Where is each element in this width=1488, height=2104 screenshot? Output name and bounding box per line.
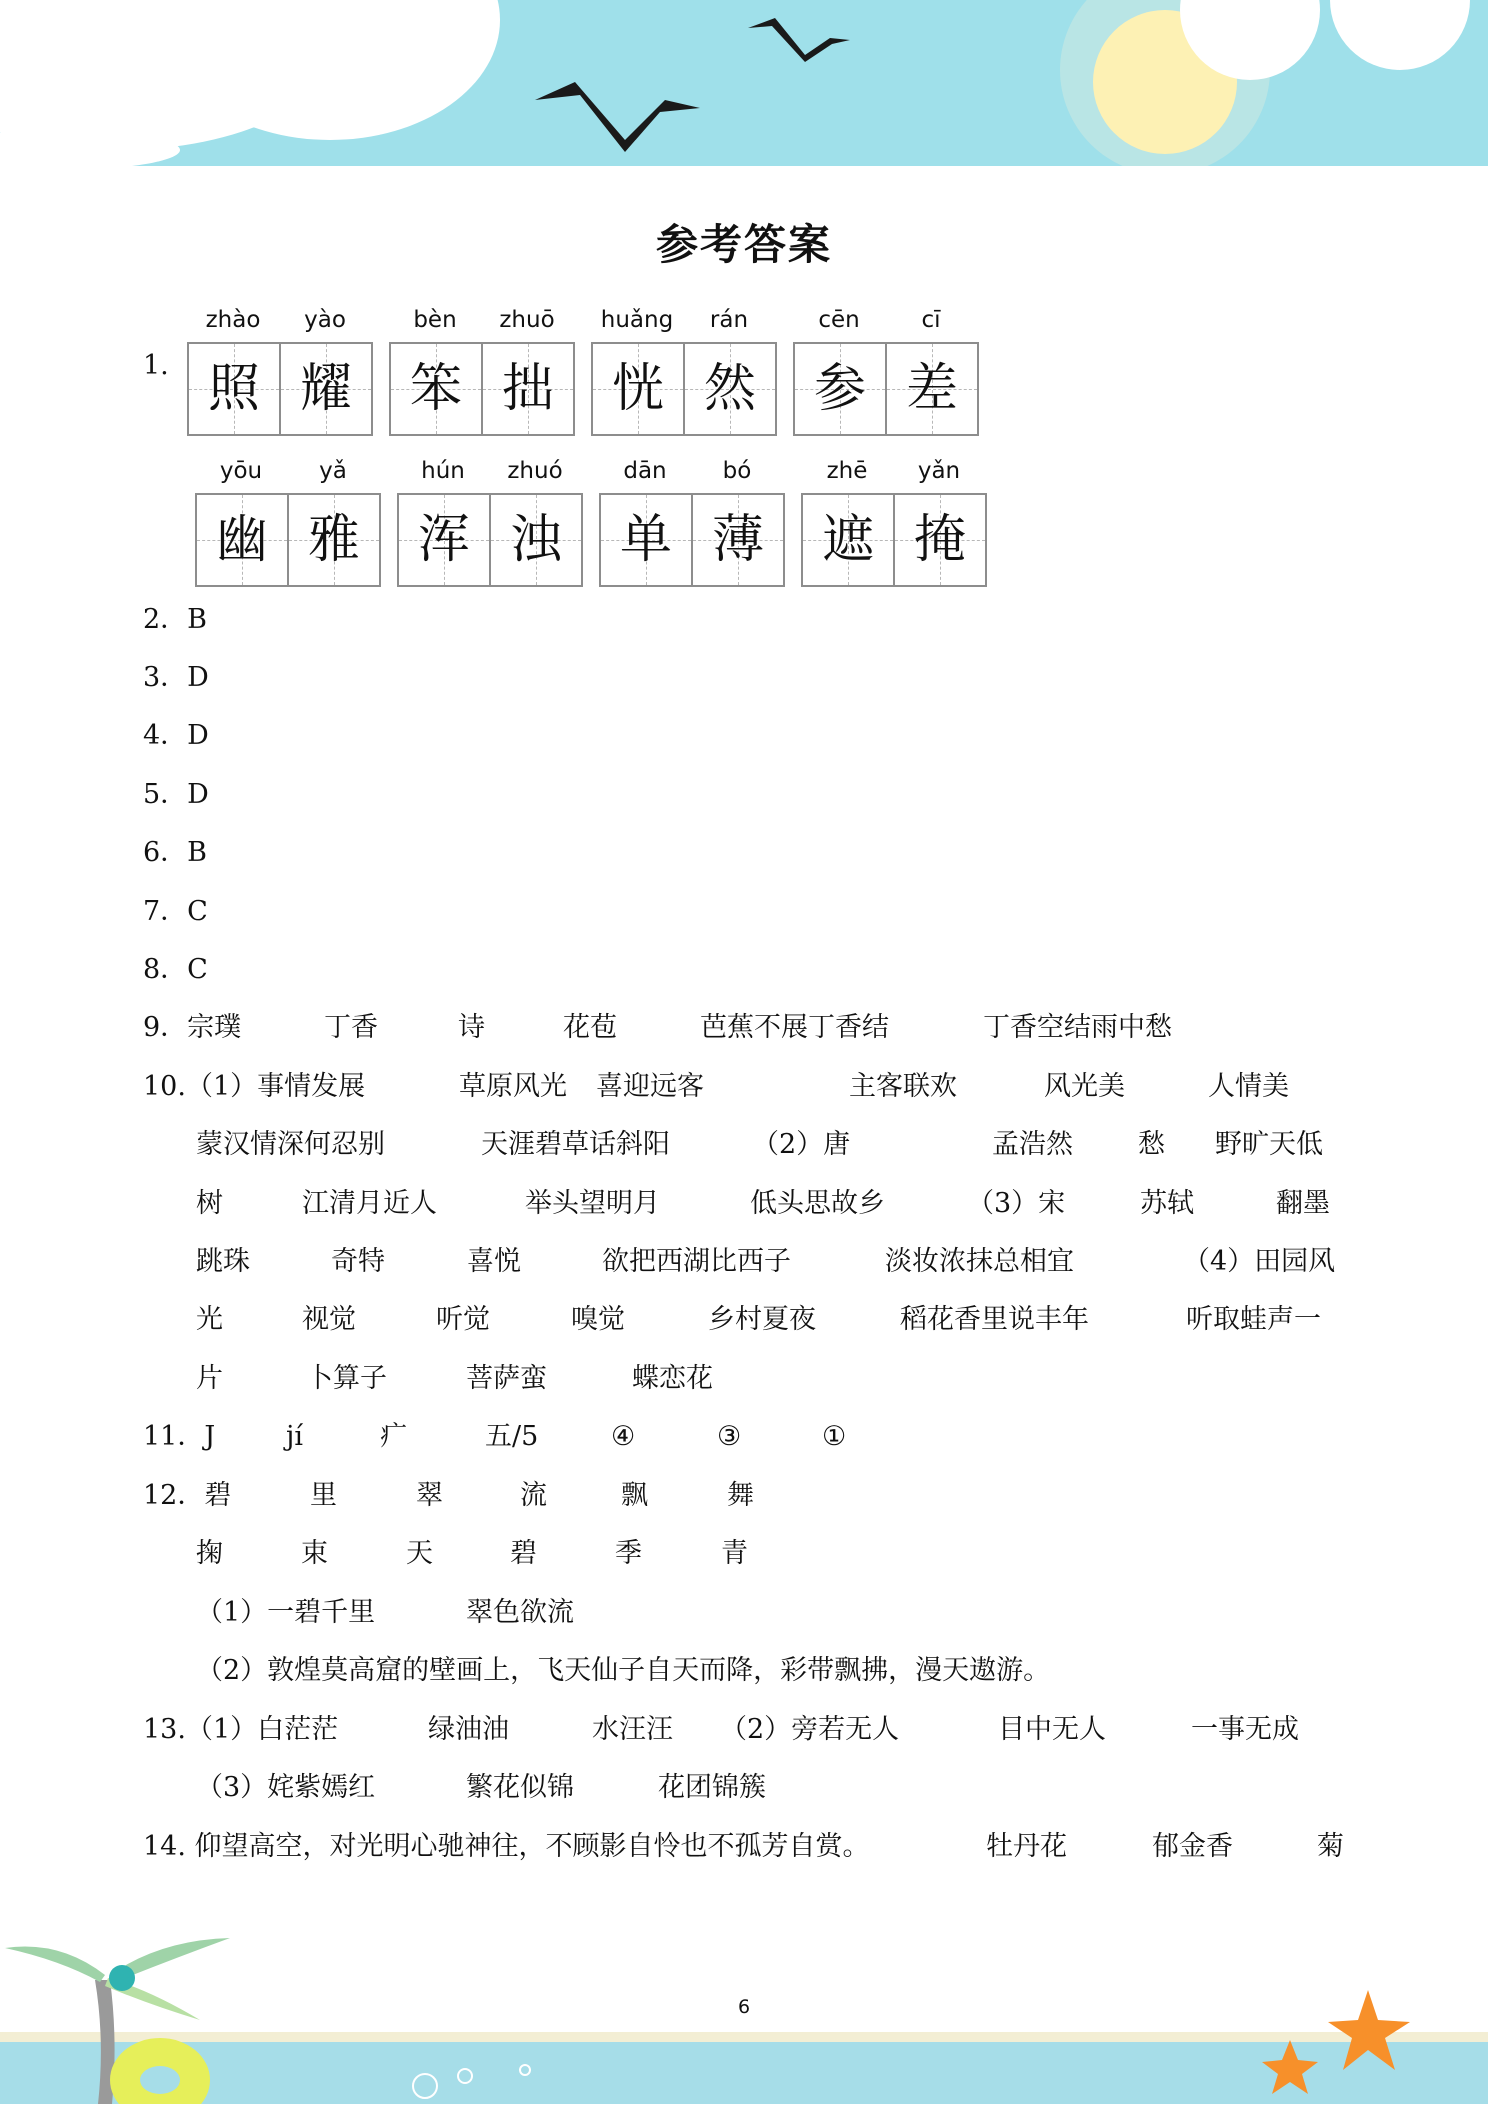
answer-text: 繁花似锦 <box>466 1772 574 1803</box>
answer-item <box>615 1534 642 1574</box>
answer-text: 流 <box>520 1480 547 1511</box>
answer-item <box>1208 1067 1289 1107</box>
character-cell <box>189 344 279 434</box>
word-block <box>801 449 987 587</box>
answer-text: 蝶恋花 <box>632 1363 713 1394</box>
character-text: 参 <box>813 359 866 419</box>
answer-item <box>1183 1242 1335 1282</box>
answer-text: 天 <box>406 1538 433 1569</box>
answer-text: 2．B <box>143 604 208 635</box>
word-block <box>187 298 373 436</box>
answer-item <box>302 1184 437 1224</box>
answer-text: 喜迎远客 <box>596 1071 704 1102</box>
pinyin-grid-row-2 <box>195 449 1003 587</box>
answer-text: 郁金香 <box>1152 1831 1233 1862</box>
answer-text: （4）田园风 <box>1183 1246 1336 1277</box>
tianzige-box <box>599 493 785 587</box>
answer-line <box>143 833 207 873</box>
pinyin-text: rán <box>709 307 749 333</box>
answer-text: 6．B <box>143 837 208 868</box>
character-cell <box>489 495 581 585</box>
answer-line <box>143 892 208 932</box>
answer-item <box>1138 1125 1165 1165</box>
pinyin-text: yào <box>304 307 346 333</box>
character-cell <box>683 344 775 434</box>
answer-text: 片 <box>196 1363 223 1394</box>
character-cell <box>399 495 489 585</box>
answer-text: 丁香空结雨中愁 <box>983 1012 1172 1043</box>
answer-text: 5．D <box>143 779 209 810</box>
answer-text: 野旷天低 <box>1215 1129 1323 1160</box>
character-cell <box>279 344 371 434</box>
answer-text: 江清月近人 <box>302 1188 437 1219</box>
answer-line <box>143 775 209 815</box>
character-text: 浑 <box>417 510 470 570</box>
answer-text: 孟浩然 <box>992 1129 1073 1160</box>
answer-item <box>416 1476 443 1516</box>
answer-item <box>1140 1184 1194 1224</box>
answer-item <box>750 1184 885 1224</box>
tianzige-box <box>801 493 987 587</box>
answer-text: 花团锦簇 <box>658 1772 766 1803</box>
answer-text: 花苞 <box>563 1012 617 1043</box>
answer-text: 一事无成 <box>1191 1714 1299 1745</box>
answer-line <box>143 1710 338 1750</box>
answer-item <box>998 1710 1106 1750</box>
answer-text: ④ <box>611 1421 636 1452</box>
pinyin-text: yǎn <box>917 458 961 484</box>
character-cell <box>481 344 573 434</box>
answer-item <box>727 1476 754 1516</box>
answer-item <box>571 1300 625 1340</box>
answer-text: （3）宋 <box>967 1188 1066 1219</box>
character-cell <box>601 495 691 585</box>
answer-text: 4．D <box>143 720 209 751</box>
character-text: 笨 <box>409 359 462 419</box>
answer-text: 人情美 <box>1208 1071 1289 1102</box>
tianzige-box <box>195 493 381 587</box>
character-text: 薄 <box>711 510 764 570</box>
answer-text: 嗅觉 <box>571 1304 625 1335</box>
pinyin-line <box>187 298 373 342</box>
pinyin-text: huǎng <box>600 307 674 333</box>
answer-text: 主客联欢 <box>849 1071 957 1102</box>
answer-text: 飘 <box>621 1480 648 1511</box>
character-text: 恍 <box>611 359 664 419</box>
answer-item <box>721 1534 748 1574</box>
answer-text: 青 <box>721 1538 748 1569</box>
tianzige-box <box>187 342 373 436</box>
answer-text: 菊 <box>1317 1831 1344 1862</box>
character-cell <box>893 495 985 585</box>
answer-line <box>196 1242 250 1282</box>
answer-item <box>380 1417 407 1457</box>
answer-text: 举头望明月 <box>525 1188 660 1219</box>
character-cell <box>885 344 977 434</box>
pinyin-text: bèn <box>413 307 457 333</box>
tianzige-box <box>397 493 583 587</box>
character-text: 照 <box>207 359 260 419</box>
answer-line <box>196 1534 223 1574</box>
question-1-number: 1. <box>143 350 169 381</box>
answer-item <box>1186 1300 1321 1340</box>
answer-text: 丁香 <box>324 1012 378 1043</box>
answer-text: 束 <box>301 1538 328 1569</box>
answer-item <box>752 1125 850 1165</box>
answer-text: 11．J <box>143 1421 216 1452</box>
answer-text: 卜算子 <box>306 1363 387 1394</box>
pinyin-text: yǎ <box>319 458 347 484</box>
answer-item <box>1044 1067 1125 1107</box>
answer-text: 绿油油 <box>428 1714 509 1745</box>
answer-line <box>143 1827 870 1867</box>
answer-item <box>406 1534 433 1574</box>
answer-item <box>611 1417 635 1457</box>
beach-footer <box>0 1920 1488 2104</box>
answer-item <box>467 1242 521 1282</box>
answer-item <box>466 1593 574 1633</box>
pinyin-text: dān <box>623 458 667 484</box>
answer-item <box>592 1710 673 1750</box>
answer-text: 风光美 <box>1044 1071 1125 1102</box>
page-title: 参考答案 <box>655 220 832 269</box>
tianzige-box <box>389 342 575 436</box>
answer-text: 奇特 <box>331 1246 385 1277</box>
answer-text: （2）敦煌莫高窟的壁画上，飞天仙子自天而降，彩带飘拂，漫天遨游。 <box>196 1655 1051 1686</box>
answer-text: 欲把西湖比西子 <box>602 1246 791 1277</box>
answer-text: 菩萨蛮 <box>466 1363 547 1394</box>
answer-text: 8．C <box>143 954 208 985</box>
answer-text: 稻花香里说丰年 <box>900 1304 1089 1335</box>
answer-item <box>481 1125 670 1165</box>
answer-line <box>196 1184 223 1224</box>
answer-line <box>196 1125 385 1165</box>
tianzige-box <box>591 342 777 436</box>
answer-text: 视觉 <box>302 1304 356 1335</box>
answer-item <box>621 1476 648 1516</box>
pinyin-text: bó <box>722 458 752 484</box>
answer-item <box>632 1359 713 1399</box>
word-block <box>389 298 575 436</box>
answer-text: jí <box>286 1421 304 1452</box>
answer-line <box>143 1008 241 1048</box>
word-block <box>397 449 583 587</box>
answer-item <box>700 1008 889 1048</box>
character-text: 然 <box>703 359 756 419</box>
answer-item <box>992 1125 1073 1165</box>
pinyin-text: zhuō <box>499 307 555 333</box>
answer-line <box>196 1300 223 1340</box>
answer-text: （1）一碧千里 <box>196 1597 376 1628</box>
character-cell <box>691 495 783 585</box>
answer-item <box>602 1242 791 1282</box>
answer-text: 蒙汉情深何忍别 <box>196 1129 385 1160</box>
sky-banner <box>0 0 1488 166</box>
word-block <box>195 449 381 587</box>
answer-line <box>143 716 209 756</box>
answer-item <box>306 1359 387 1399</box>
answer-item <box>720 1710 899 1750</box>
character-text: 幽 <box>215 510 268 570</box>
answer-line <box>143 600 207 640</box>
answer-item <box>563 1008 617 1048</box>
pinyin-text: zhuó <box>507 458 563 484</box>
answer-item <box>822 1417 846 1457</box>
answer-item <box>324 1008 378 1048</box>
answer-line <box>196 1593 375 1633</box>
answer-line <box>143 658 209 698</box>
character-cell <box>197 495 287 585</box>
answer-text: 14. 仰望高空，对光明心驰神往，不顾影自怜也不孤芳自赏。 <box>143 1831 870 1862</box>
answer-text: 草原风光 <box>459 1071 567 1102</box>
answer-item <box>520 1476 547 1516</box>
word-block <box>793 298 979 436</box>
answer-text: 水汪汪 <box>592 1714 673 1745</box>
answer-text: 淡妆浓抹总相宜 <box>885 1246 1074 1277</box>
answer-text: 9．宗璞 <box>143 1012 242 1043</box>
answer-item <box>658 1768 766 1808</box>
character-text: 雅 <box>307 510 360 570</box>
answer-text: 3．D <box>143 662 209 693</box>
answer-text: 13.（1）白茫茫 <box>143 1714 339 1745</box>
character-cell <box>287 495 379 585</box>
answer-text: 天涯碧草话斜阳 <box>481 1129 670 1160</box>
character-text: 差 <box>905 359 958 419</box>
answer-line <box>143 1417 215 1457</box>
answer-text: （3）姹紫嫣红 <box>196 1772 376 1803</box>
character-text: 遮 <box>821 510 874 570</box>
answer-text: 7．C <box>143 896 208 927</box>
answer-item <box>849 1067 957 1107</box>
answer-text: ① <box>822 1421 847 1452</box>
answer-item <box>428 1710 509 1750</box>
answer-item <box>458 1008 485 1048</box>
page-number: 6 <box>737 1996 751 2018</box>
answer-item <box>310 1476 337 1516</box>
pinyin-line <box>591 298 777 342</box>
answer-text: 碧 <box>510 1538 537 1569</box>
answer-item <box>525 1184 660 1224</box>
character-cell <box>795 344 885 434</box>
character-cell <box>593 344 683 434</box>
answer-item <box>466 1768 574 1808</box>
answer-item <box>302 1300 356 1340</box>
answer-text: ③ <box>717 1421 742 1452</box>
tianzige-box <box>793 342 979 436</box>
answer-text: 五/5 <box>485 1421 539 1452</box>
answer-item <box>466 1359 547 1399</box>
character-text: 浊 <box>509 510 562 570</box>
answer-item <box>1152 1827 1233 1867</box>
answer-text: 愁 <box>1138 1129 1165 1160</box>
answer-text: 目中无人 <box>998 1714 1106 1745</box>
character-text: 单 <box>619 510 672 570</box>
pinyin-text: yōu <box>219 458 263 484</box>
answer-item <box>967 1184 1065 1224</box>
answer-text: 光 <box>196 1304 223 1335</box>
answer-text: 10.（1）事情发展 <box>143 1071 366 1102</box>
answer-line <box>196 1768 375 1808</box>
pinyin-line <box>801 449 987 493</box>
answer-item <box>900 1300 1089 1340</box>
pinyin-line <box>195 449 381 493</box>
answer-text: （2）旁若无人 <box>720 1714 900 1745</box>
pinyin-line <box>397 449 583 493</box>
answer-item <box>286 1417 303 1457</box>
character-cell <box>803 495 893 585</box>
answer-item <box>986 1827 1067 1867</box>
answer-text: 牡丹花 <box>986 1831 1067 1862</box>
answer-text: 苏轼 <box>1140 1188 1194 1219</box>
answer-text: 听觉 <box>436 1304 490 1335</box>
pinyin-text: zhào <box>205 307 261 333</box>
answer-text: 里 <box>310 1480 337 1511</box>
pinyin-text: zhē <box>826 458 868 484</box>
answer-item <box>485 1417 538 1457</box>
answer-line <box>143 1067 365 1107</box>
answer-item <box>1191 1710 1299 1750</box>
character-text: 拙 <box>501 359 554 419</box>
answer-text: 翠 <box>416 1480 443 1511</box>
answer-text: 翻墨 <box>1276 1188 1330 1219</box>
answer-text: 舞 <box>727 1480 754 1511</box>
answer-item <box>459 1067 567 1107</box>
answer-item <box>1215 1125 1323 1165</box>
answer-text: 季 <box>615 1538 642 1569</box>
pinyin-line <box>389 298 575 342</box>
character-text: 掩 <box>913 510 966 570</box>
answer-item <box>885 1242 1074 1282</box>
answer-item <box>717 1417 741 1457</box>
answer-text: 听取蛙声一 <box>1186 1304 1321 1335</box>
answer-item <box>596 1067 704 1107</box>
answer-text: 诗 <box>458 1012 485 1043</box>
answer-item <box>510 1534 537 1574</box>
answer-text: 翠色欲流 <box>466 1597 574 1628</box>
answer-text: 喜悦 <box>467 1246 521 1277</box>
pinyin-line <box>793 298 979 342</box>
answer-text: （2）唐 <box>752 1129 851 1160</box>
character-text: 耀 <box>299 359 352 419</box>
answer-line <box>196 1359 223 1399</box>
character-cell <box>391 344 481 434</box>
pinyin-grid-row-1 <box>187 298 995 436</box>
answer-text: 疒 <box>380 1421 407 1452</box>
answer-item <box>708 1300 816 1340</box>
answer-text: 芭蕉不展丁香结 <box>700 1012 889 1043</box>
answer-text: 跳珠 <box>196 1246 250 1277</box>
answer-item <box>301 1534 328 1574</box>
answer-item <box>1276 1184 1330 1224</box>
answer-line <box>143 1476 231 1516</box>
answer-line <box>196 1651 1050 1691</box>
word-block <box>599 449 785 587</box>
answer-text: 树 <box>196 1188 223 1219</box>
answer-text: 掬 <box>196 1538 223 1569</box>
answer-text: 低头思故乡 <box>750 1188 885 1219</box>
answer-item <box>1317 1827 1344 1867</box>
answer-item <box>331 1242 385 1282</box>
answer-text: 12．碧 <box>143 1480 232 1511</box>
answer-item <box>983 1008 1172 1048</box>
pinyin-text: cī <box>921 307 941 333</box>
pinyin-text: cēn <box>818 307 860 333</box>
pinyin-text: hún <box>421 458 465 484</box>
pinyin-line <box>599 449 785 493</box>
word-block <box>591 298 777 436</box>
answer-text: 乡村夏夜 <box>708 1304 816 1335</box>
answer-line <box>143 950 208 990</box>
answer-item <box>436 1300 490 1340</box>
